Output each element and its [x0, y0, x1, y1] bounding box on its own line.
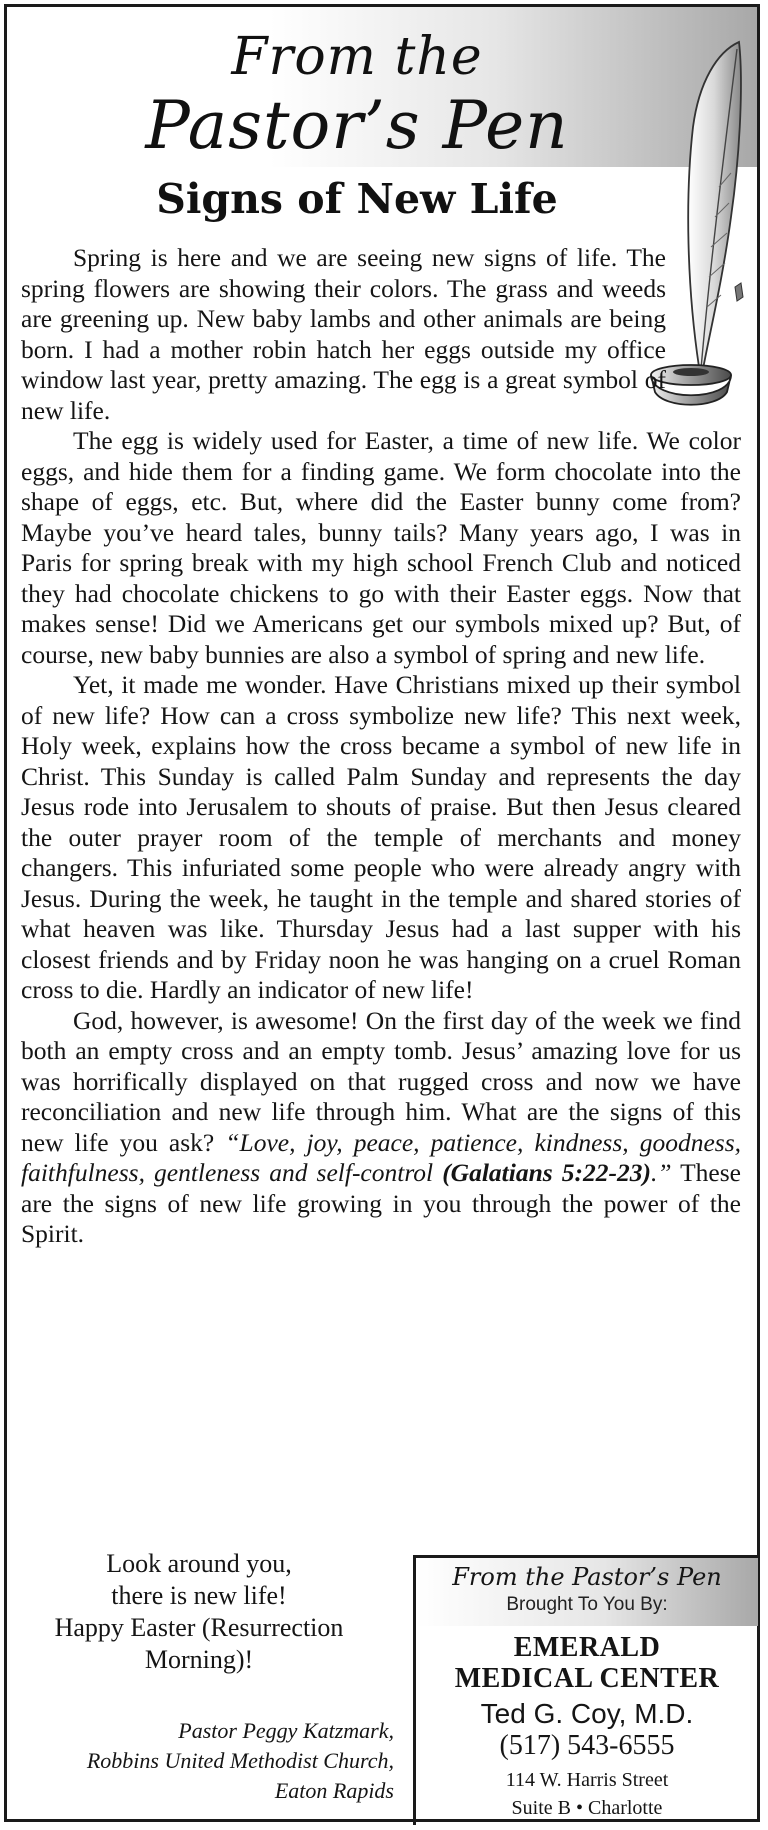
- sponsor-name-line-2: MEDICAL CENTER: [454, 1663, 720, 1694]
- closing-line-3: Happy Easter (Resurrection: [54, 1613, 344, 1642]
- signature-line-1: Pastor Peggy Katzmark,: [178, 1718, 394, 1743]
- sponsor-address-1: 114 W. Harris Street: [505, 1769, 669, 1791]
- article-paragraph-1: Spring is here and we are seeing new signs of life. The spring flowers are showing their colors. The grass and weeds are greening up. New baby lambs and other animals are being born. I had a mother robin hatch her eggs outside my office window last year, pretty amazing. The egg is a great symbol of new life.: [21, 243, 666, 425]
- article-body: [21, 243, 741, 1250]
- sponsor-script-title: From the Pastor’s Pen: [452, 1563, 722, 1591]
- scripture-reference: (Galatians 5:22-23): [442, 1158, 651, 1187]
- header-script-line1: From the: [231, 27, 483, 87]
- sponsor-box: [413, 1555, 758, 1825]
- closing-line-1: Look around you,: [106, 1549, 292, 1578]
- sponsor-brought-by: Brought To You By:: [506, 1594, 668, 1615]
- closing-message: [14, 1548, 384, 1676]
- sponsor-phone: (517) 543-6555: [499, 1730, 675, 1761]
- header-band: [7, 7, 757, 167]
- sponsor-address-2: Suite B • Charlotte: [511, 1797, 663, 1819]
- scripture-quote-end: .”: [650, 1158, 672, 1187]
- scripture-quote: “Love, joy, peace, patience, kindness, goodness, faithfulness, gentleness and self-control: [21, 1127, 742, 1187]
- paragraph-4-text-end: These are the signs of new life growing in you through the power of the Spirit.: [21, 1158, 741, 1248]
- signature-line-2: Robbins United Methodist Church,: [86, 1748, 394, 1773]
- sponsor-name-line-1: EMERALD: [513, 1632, 661, 1663]
- closing-line-4: Morning)!: [144, 1645, 254, 1674]
- author-signature: [14, 1716, 394, 1806]
- paragraph-4-text-start: God, however, is awesome! On the first day of the week we find both an empty cross and an empty tomb. Jesus’ amazing love for us was horrifically displayed on that rugged cross and now we have reconciliation and new life through him. What are the signs of this new life you ask?: [21, 1005, 741, 1157]
- closing-line-2: there is new life!: [111, 1581, 287, 1610]
- sponsor-doctor: Ted G. Coy, M.D.: [480, 1698, 694, 1729]
- article-paragraph-2: The egg is widely used for Easter, a time of new life. We color eggs, and hide them for a finding game. We form chocolate into the shape of eggs, etc. But, where did the Easter bunny come from? Maybe you’ve heard tales, bunny tails? Many years ago, I was in Paris for spring break with my high school French Club and noticed they had chocolate chickens to go with their Easter eggs. Now that makes sense! Did we Americans get our symbols mixed up? But, of course, new baby bunnies are also a symbol of spring and new life.: [21, 426, 741, 669]
- article-paragraph-4: [21, 1006, 741, 1250]
- article-headline: Signs of New Life: [156, 175, 558, 223]
- header-script-line2: Pastor’s Pen: [145, 87, 569, 164]
- sponsor-band: [416, 1558, 758, 1626]
- signature-line-3: Eaton Rapids: [274, 1778, 394, 1803]
- article-paragraph-3: Yet, it made me wonder. Have Christians mixed up their symbol of new life? How can a cross symbolize new life? This next week, Holy week, explains how the cross became a symbol of new life in Christ. This Sunday is called Palm Sunday and represents the day Jesus rode into Jerusalem to shouts of praise. But then Jesus cleared the outer prayer room of the temple of merchants and money changers. This infuriated some people who were already angry with Jesus. During the week, he taught in the temple and shared stories of what heaven was like. Thursday Jesus had a last supper with his closest friends and by Friday noon he was hanging on a cruel Roman cross to die. Hardly an indicator of new life!: [21, 670, 741, 1004]
